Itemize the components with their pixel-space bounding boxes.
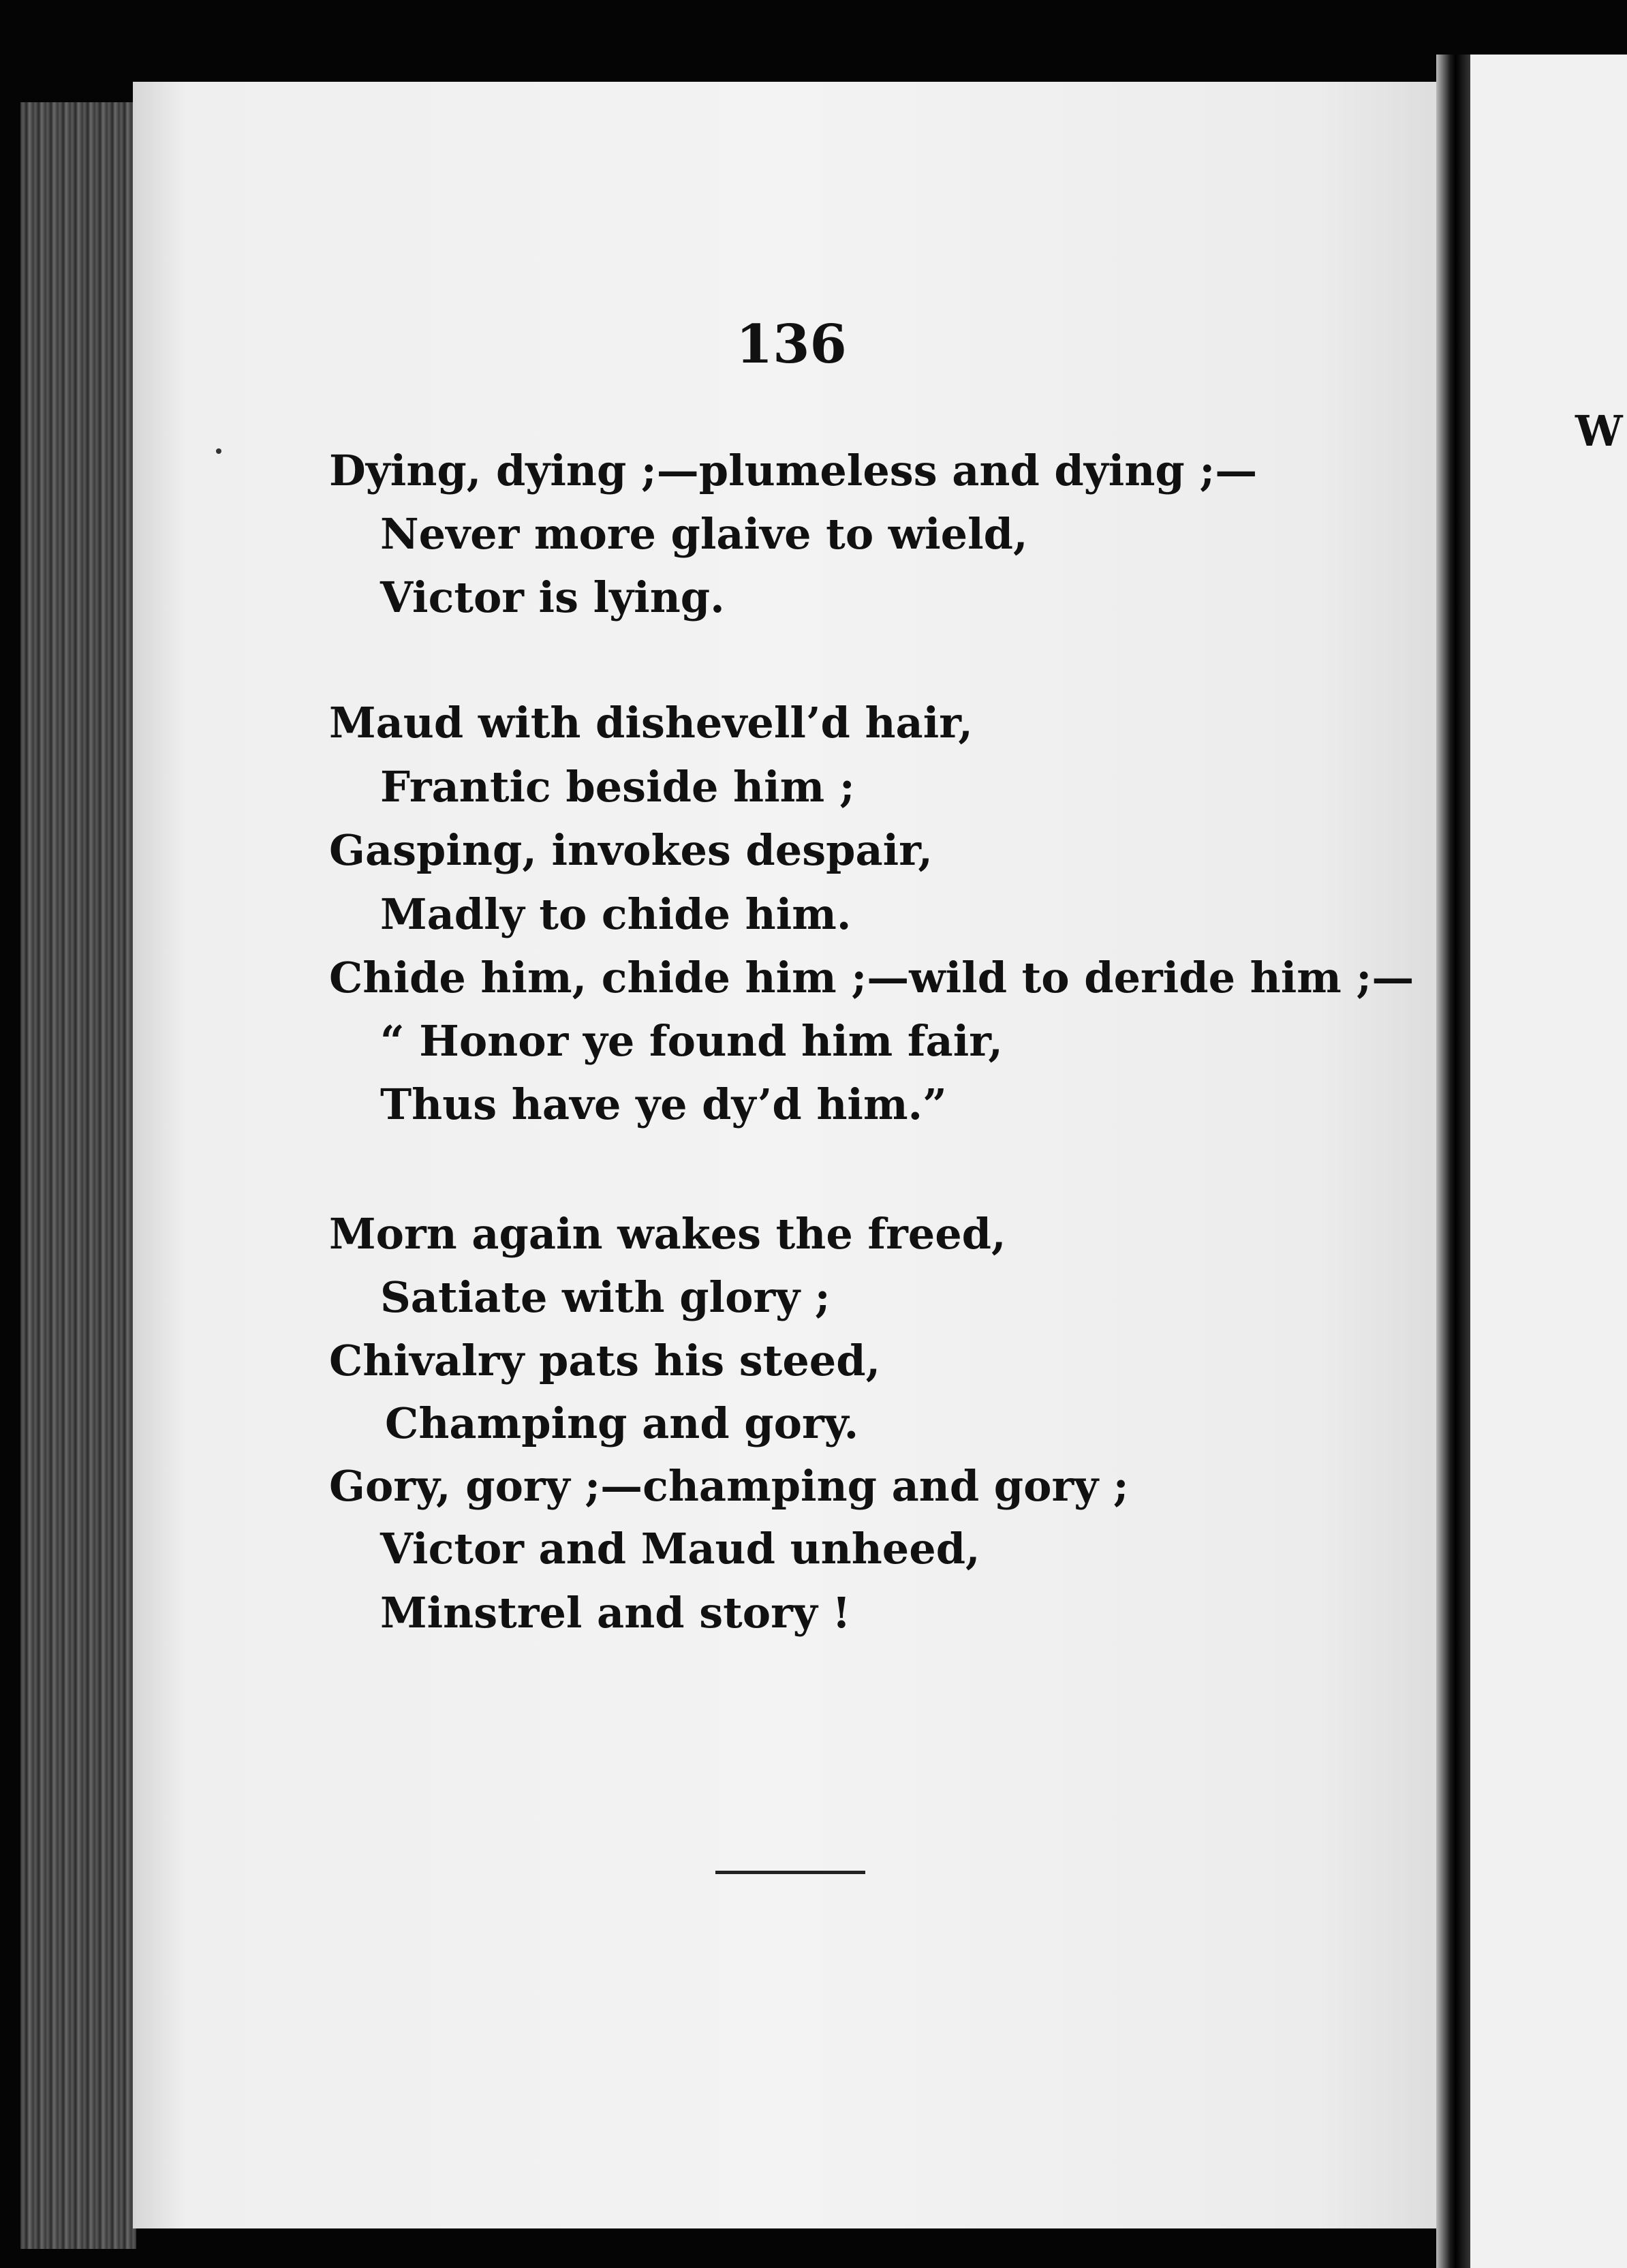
poem-line: Victor is lying. [380,572,725,622]
poem-line: Frantic beside him ; [380,762,855,812]
poem-line: Minstrel and story ! [380,1588,851,1638]
poem-line: Chide him, chide him ;—wild to deride him ;— [329,953,1414,1002]
book-page-edges [20,102,136,2249]
poem-line: Thus have ye dy’d him.” [380,1079,947,1129]
poem-line: Madly to chide him. [380,889,852,939]
page-number: 136 [736,313,847,376]
facing-page-initial: W [1575,406,1623,456]
poem-line: Maud with dishevell’d hair, [329,698,974,748]
poem-line: Never more glaive to wield, [380,509,1028,559]
end-rule [715,1871,865,1874]
poem-line: Chivalry pats his steed, [329,1336,881,1385]
poem-line: Gory, gory ;—champing and gory ; [329,1461,1129,1511]
facing-page [1470,55,1627,2268]
poem-line: Morn again wakes the freed, [329,1209,1006,1259]
poem-line: Champing and gory. [385,1398,859,1448]
poem-line: Victor and Maud unheed, [380,1524,980,1574]
ink-speck [216,448,221,454]
book-gutter [1436,55,1472,2268]
poem-line: Dying, dying ;—plumeless and dying ;— [329,446,1258,495]
poem-line: Satiate with glory ; [380,1272,831,1322]
poem-line: Gasping, invokes despair, [329,825,933,875]
poem-line: “ Honor ye found him fair, [380,1016,1003,1066]
book-page [133,82,1448,2228]
